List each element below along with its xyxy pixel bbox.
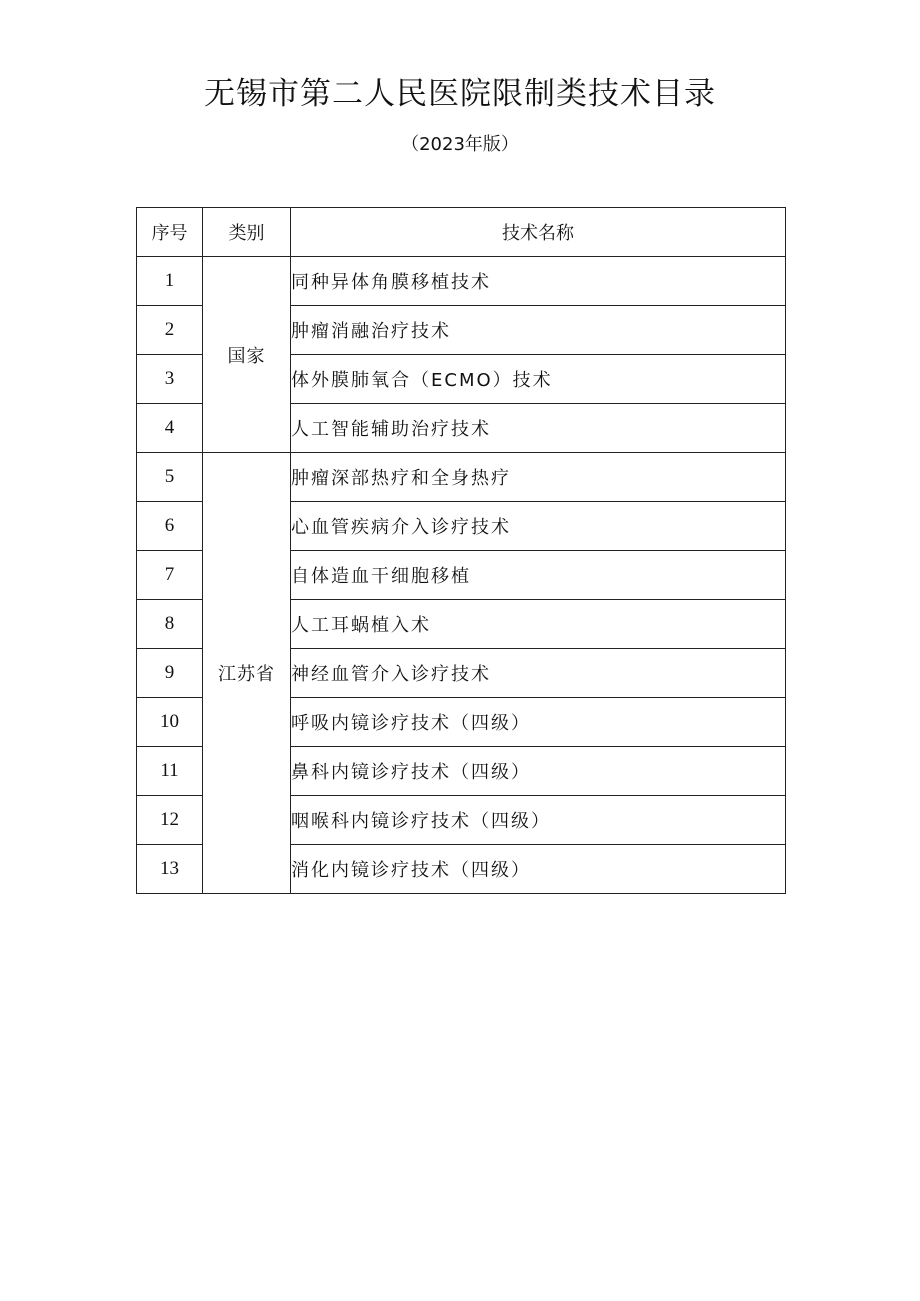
technology-name-cell: 肿瘤消融治疗技术 (291, 306, 786, 355)
serial-number-cell: 13 (137, 845, 203, 894)
header-serial-number: 序号 (137, 208, 203, 257)
serial-number-cell: 9 (137, 649, 203, 698)
technology-name-cell: 同种异体角膜移植技术 (291, 257, 786, 306)
serial-number-cell: 5 (137, 453, 203, 502)
serial-number-cell: 4 (137, 404, 203, 453)
technology-name-cell: 消化内镜诊疗技术（四级） (291, 845, 786, 894)
technology-name-cell: 神经血管介入诊疗技术 (291, 649, 786, 698)
page-title: 无锡市第二人民医院限制类技术目录 (204, 76, 716, 112)
table-body (137, 257, 786, 894)
serial-number-cell: 1 (137, 257, 203, 306)
table-row (137, 453, 786, 502)
header-category: 类别 (203, 208, 291, 257)
serial-number-cell: 8 (137, 600, 203, 649)
table-header-row (137, 208, 786, 257)
technology-name-cell: 鼻科内镜诊疗技术（四级） (291, 747, 786, 796)
technology-name-cell: 呼吸内镜诊疗技术（四级） (291, 698, 786, 747)
header-technology-name: 技术名称 (291, 208, 786, 257)
technology-name-cell: 咽喉科内镜诊疗技术（四级） (291, 796, 786, 845)
technology-name-cell: 人工耳蜗植入术 (291, 600, 786, 649)
serial-number-cell: 10 (137, 698, 203, 747)
technology-name-cell: 肿瘤深部热疗和全身热疗 (291, 453, 786, 502)
technology-name-cell: 心血管疾病介入诊疗技术 (291, 502, 786, 551)
table-row (137, 257, 786, 306)
serial-number-cell: 11 (137, 747, 203, 796)
serial-number-cell: 7 (137, 551, 203, 600)
serial-number-cell: 12 (137, 796, 203, 845)
page-subtitle: （2023年版） (401, 134, 519, 155)
category-cell-jiangsu: 江苏省 (203, 453, 291, 894)
technology-name-cell: 人工智能辅助治疗技术 (291, 404, 786, 453)
serial-number-cell: 6 (137, 502, 203, 551)
category-cell-national: 国家 (203, 257, 291, 453)
technology-name-cell: 自体造血干细胞移植 (291, 551, 786, 600)
serial-number-cell: 2 (137, 306, 203, 355)
technology-catalog-table (136, 207, 786, 894)
serial-number-cell: 3 (137, 355, 203, 404)
technology-name-cell: 体外膜肺氧合（ECMO）技术 (291, 355, 786, 404)
